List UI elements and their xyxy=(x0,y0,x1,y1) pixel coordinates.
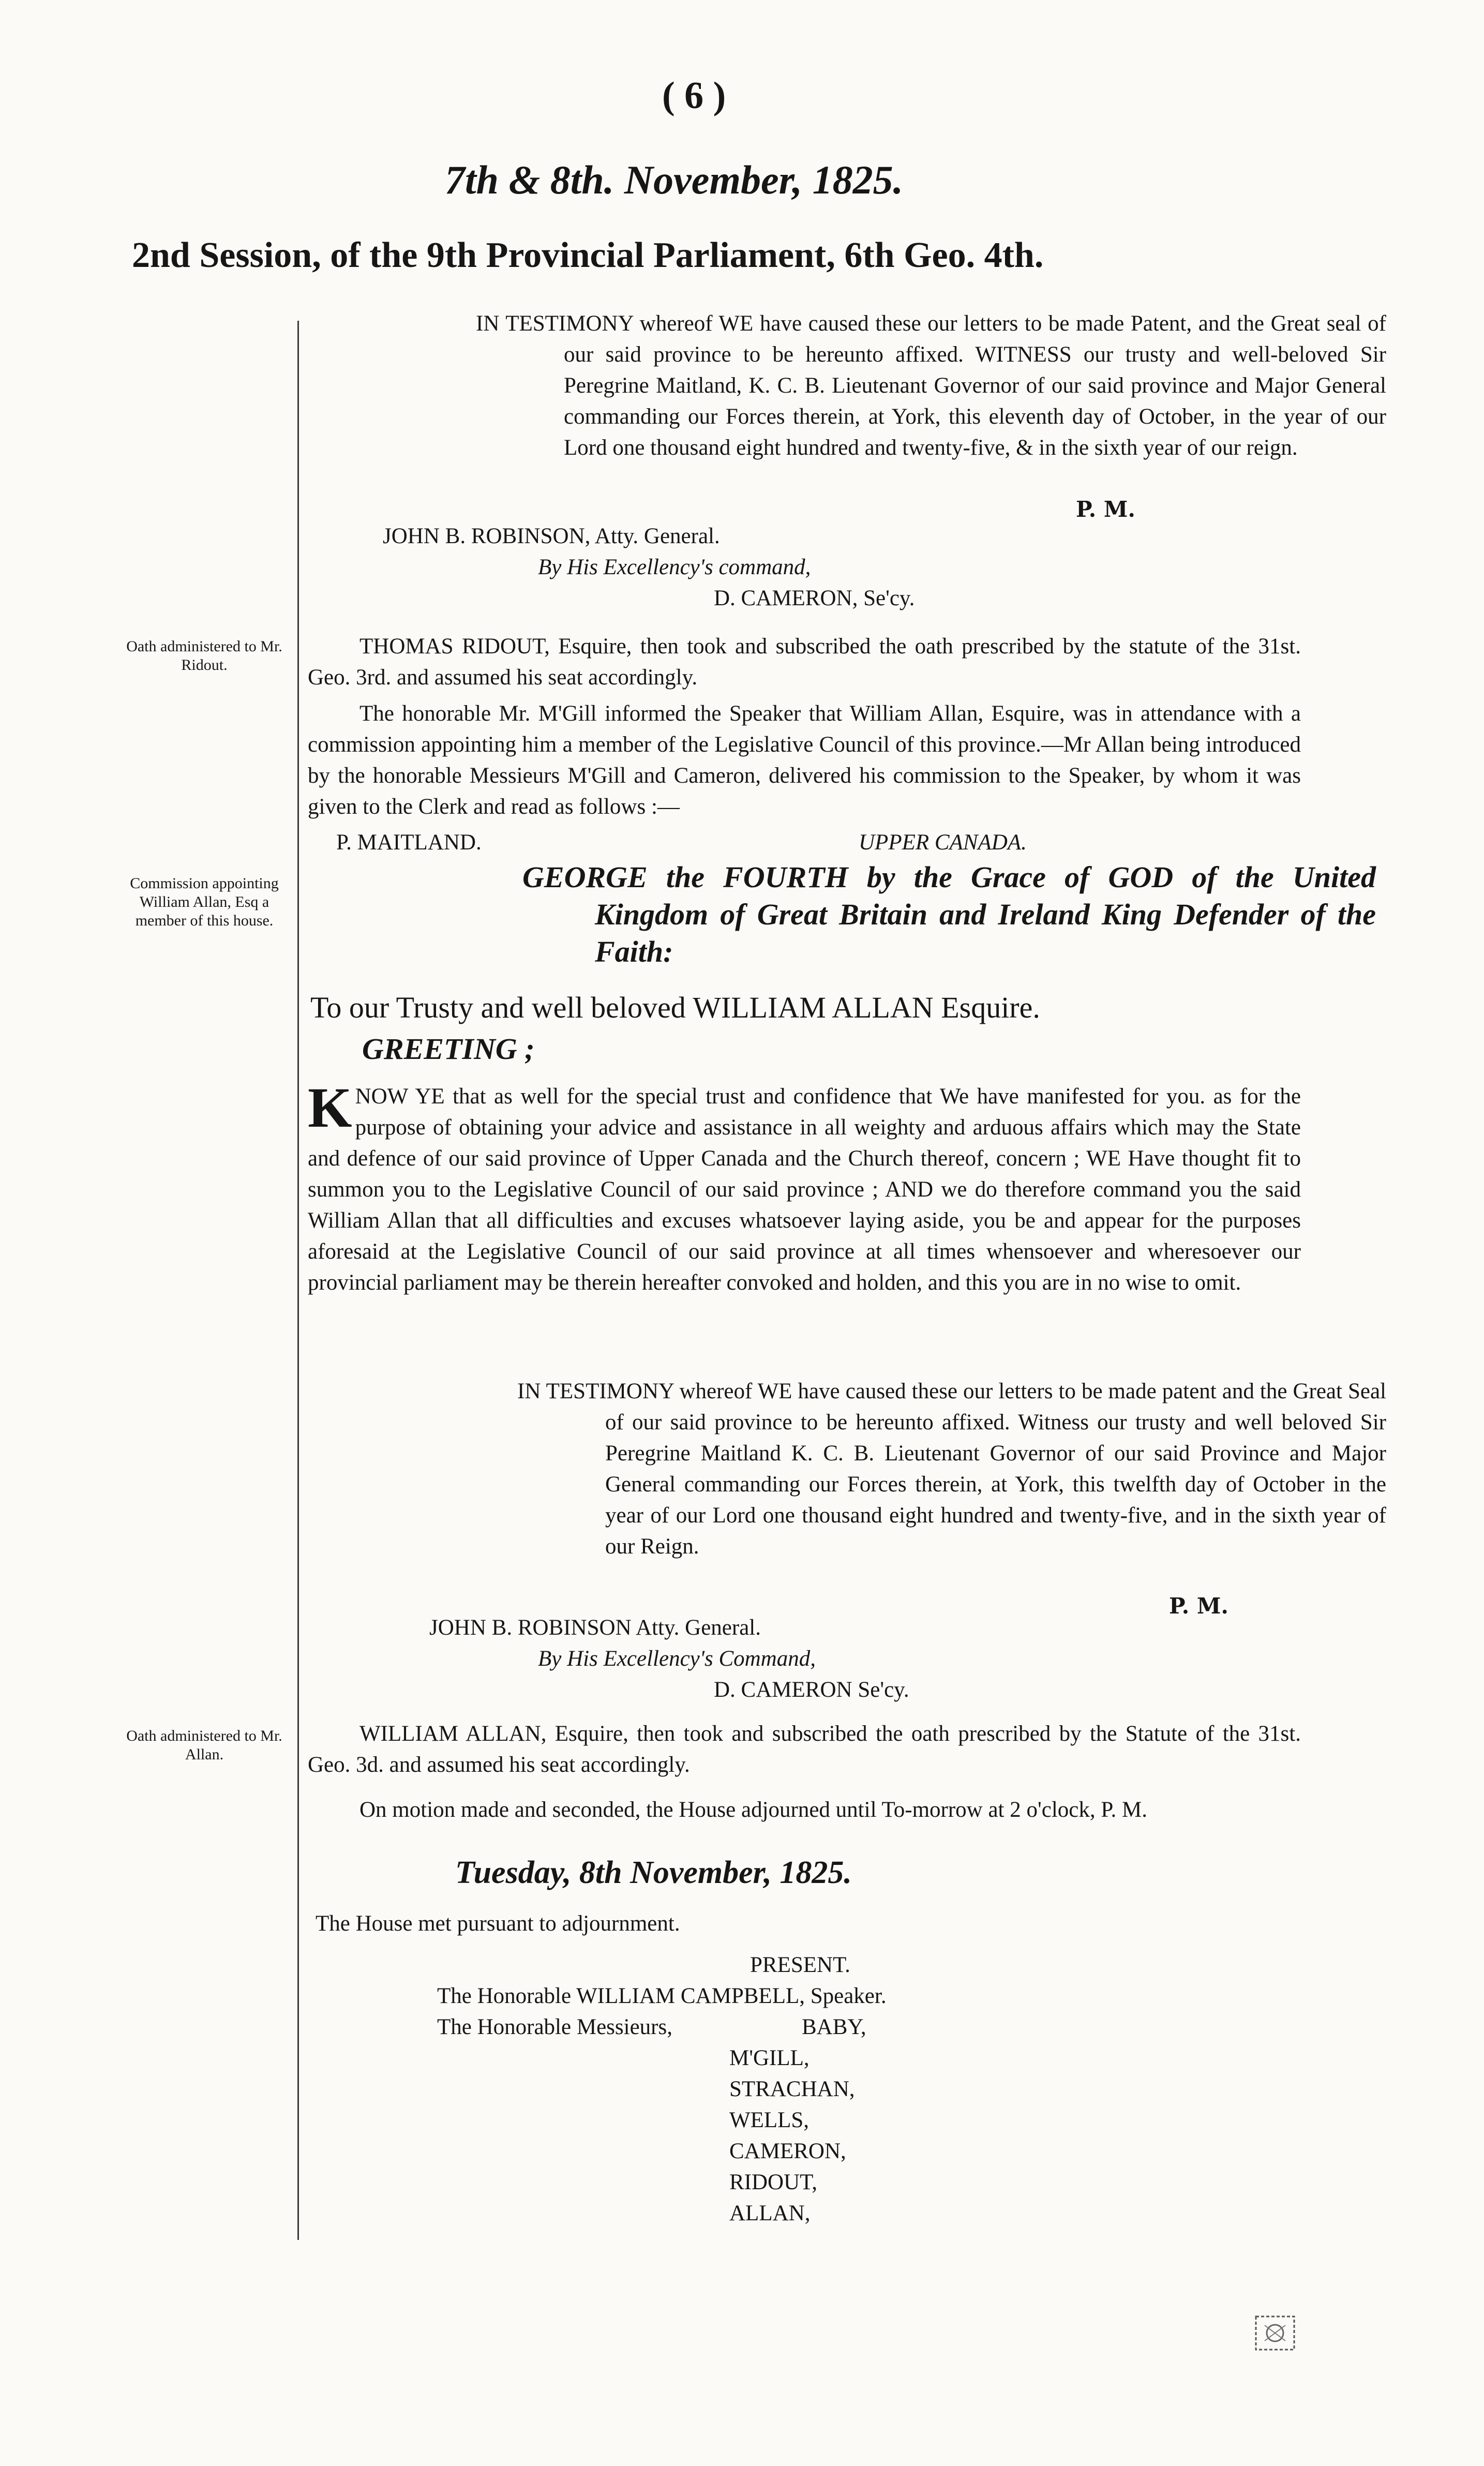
member-list-item: ALLAN, xyxy=(729,2201,811,2225)
commission-address: To our Trusty and well beloved WILLIAM ALLAN Esquire. xyxy=(310,991,1040,1024)
member-list-item: WELLS, xyxy=(729,2108,810,2132)
mcgill-informed: The honorable Mr. M'Gill informed the Speaker that William Allan, Esquire, was in attendance with a commission appointing him a member of the Legislative Council of this province.—Mr Allan being introduced by the honorable Messieurs M'Gill and Cameron, delivered his commission to the Speaker, by whom it was given to the Clerk and read as follows :— xyxy=(308,701,1301,819)
member-list-item: STRACHAN, xyxy=(729,2077,855,2101)
tuesday-heading: Tuesday, 8th November, 1825. xyxy=(455,1855,852,1890)
testimony-1-text: IN TESTIMONY whereof WE have caused these our letters to be made Patent, and the Great seal of our said province to be hereunto affixed. WITNESS our trusty and well-beloved Sir Peregrine Maitland, K. C. B. Lieutenant Governor of our said province and Major General commanding our Forces therein, at York, this eleventh day of October, in the year of our Lord one thousand eight hundred and twenty-five, & in the sixth year of our reign. xyxy=(476,311,1386,460)
secretary-1: D. CAMERON, Se'cy. xyxy=(714,586,915,610)
library-stamp-icon xyxy=(1252,2312,1298,2354)
margin-note-ridout: Oath administered to Mr. Ridout. xyxy=(126,638,282,674)
drop-cap: K xyxy=(308,1076,352,1139)
member-list-item: BABY, xyxy=(802,2015,866,2039)
member-list-item: RIDOUT, xyxy=(729,2170,817,2194)
seal-pm-1: P. M. xyxy=(1076,497,1135,522)
excellency-command-2: By His Excellency's Command, xyxy=(538,1647,816,1671)
speaker-line: The Honorable WILLIAM CAMPBELL, Speaker. xyxy=(437,1984,887,2008)
attorney-general-2: JOHN B. ROBINSON Atty. General. xyxy=(429,1616,761,1640)
king-title: GEORGE the FOURTH by the Grace of GOD of the United Kingdom of Great Britain and Ireland King Defender of the Faith: xyxy=(522,860,1376,968)
session-heading: 2nd Session, of the 9th Provincial Parliament, 6th Geo. 4th. xyxy=(132,235,1044,275)
testimony-2-text: IN TESTIMONY whereof WE have caused these our letters to be made patent and the Great Seal of our said province to be hereunto affixed. Witness our trusty and well beloved Sir Peregrine Maitland K. C. B. Lieutenant Governor of our said Province and Major General commanding our Forces therein, at York, this twelfth day of October in the year of our Lord one thousand eight hundred and twenty-five, and in the sixth year of our Reign. xyxy=(517,1379,1386,1559)
excellency-command-1: By His Excellency's command, xyxy=(538,555,811,579)
messieurs-label: The Honorable Messieurs, xyxy=(437,2015,672,2039)
date-heading: 7th & 8th. November, 1825. xyxy=(445,157,904,202)
page-number: ( 6 ) xyxy=(662,74,726,117)
ridout-oath: THOMAS RIDOUT, Esquire, then took and subscribed the oath prescribed by the statute of the 31st. Geo. 3rd. and assumed his seat accordingly. xyxy=(308,634,1301,690)
house-met: The House met pursuant to adjournment. xyxy=(316,1911,680,1936)
commission-body-text: NOW YE that as well for the special trust and confidence that We have manifested for you. as for the purpose of obtaining your advice and assistance in all weighty and arduous affairs which may the State and defence of our said province of Upper Canada and the Church thereof, concern ; WE Have thought fit to summon you to the Legislative Council of our said province ; AND we do therefore command you the said William Allan that all difficulties and excuses whatsoever laying aside, you be and appear for the purposes aforesaid at the Legislative Council of our said province at all times whensoever and wheresoever our provincial parliament may be therein hereafter convoked and holden, and this you are in no wise to omit. xyxy=(308,1084,1301,1295)
present-heading: PRESENT. xyxy=(750,1953,850,1977)
commission-body xyxy=(308,1076,1301,1298)
commission-greeting: GREETING ; xyxy=(362,1032,535,1066)
attorney-general-1: JOHN B. ROBINSON, Atty. General. xyxy=(383,524,720,548)
margin-note-commission: Commission appointing William Allan, Esq a member of this house. xyxy=(130,875,279,929)
allan-oath: WILLIAM ALLAN, Esquire, then took and subscribed the oath prescribed by the Statute of the 31st. Geo. 3d. and assumed his seat accordingly. xyxy=(308,1722,1301,1777)
member-list-item: M'GILL, xyxy=(729,2046,810,2070)
member-list-item: CAMERON, xyxy=(729,2139,846,2163)
margin-rule xyxy=(297,321,299,2240)
margin-note-allan: Oath administered to Mr. Allan. xyxy=(126,1727,282,1763)
secretary-2: D. CAMERON Se'cy. xyxy=(714,1678,909,1702)
commission-place: UPPER CANADA. xyxy=(859,830,1027,855)
adjournment: On motion made and seconded, the House adjourned until To-morrow at 2 o'clock, P. M. xyxy=(359,1798,1147,1822)
commission-signer: P. MAITLAND. xyxy=(336,830,482,855)
seal-pm-2: P. M. xyxy=(1169,1593,1228,1619)
